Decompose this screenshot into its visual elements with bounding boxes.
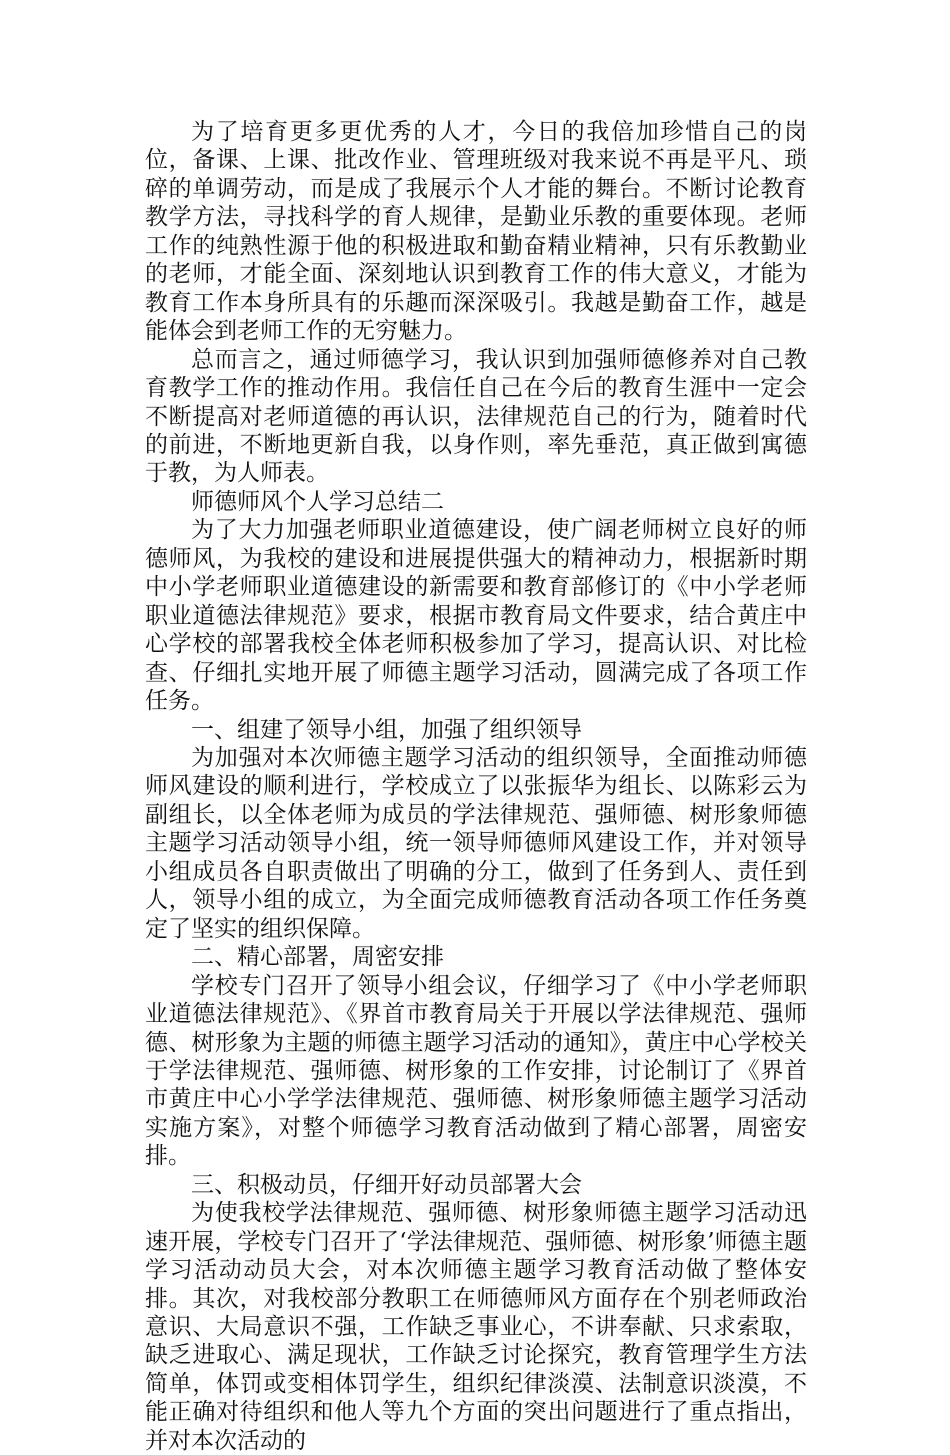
heading-leadership-group: 一、组建了领导小组，加强了组织领导 <box>191 716 582 743</box>
paragraph-mobilization-meeting: 为使我校学法律规范、强师德、树形象师德主题学习活动迅速开展，学校专门召开了‘学法律规范、强师德、树形象’师德主题学习活动动员大会，对本次师德主题学习教育活动做了整体安排。其次，对我校部分教职工在师德师风方面存在个别老师政治意识、大局意识不强，工作缺乏事业心，不讲奉献、只求索取，缺乏进取心、满足现状，工作缺乏讨论探究，教育管理学生方法简单，体罚或变相体罚学生，组织纪律淡漠、法制意识淡漠，不能正确对待组织和他人等九个方面的突出问题进行了重点指出，并对本次活动的 <box>145 1200 807 1454</box>
document-body <box>145 118 807 1455</box>
section-title-summary-two: 师德师风个人学习总结二 <box>191 488 444 515</box>
paragraph-teaching-dedication: 为了培育更多更优秀的人才，今日的我倍加珍惜自己的岗位，备课、上课、批改作业、管理班级对我来说不再是平凡、琐碎的单调劳动，而是成了我展示个人才能的舞台。不断讨论教育教学方法，寻找科学的育人规律，是勤业乐教的重要体现。老师工作的纯熟性源于他的积极进取和勤奋精业精神，只有乐教勤业的老师，才能全面、深刻地认识到教育工作的伟大意义，才能为教育工作本身所具有的乐趣而深深吸引。我越是勤奋工作，越是能体会到老师工作的无穷魅力。 <box>145 119 807 345</box>
heading-careful-planning: 二、精心部署，周密安排 <box>191 944 444 971</box>
paragraph-careful-planning: 学校专门召开了领导小组会议，仔细学习了《中小学老师职业道德法律规范》、《界首市教育局关于开展以学法律规范、强师德、树形象为主题的师德主题学习活动的通知》，黄庄中心学校关于学法律规范、强师德、树形象的工作安排，讨论制订了《界首市黄庄中心小学学法律规范、强师德、树形象师德主题学习活动实施方案》，对整个师德学习教育活动做到了精心部署，周密安排。 <box>145 972 807 1170</box>
paragraph-introduction: 为了大力加强老师职业道德建设，使广阔老师树立良好的师德师风，为我校的建设和进展提供强大的精神动力，根据新时期中小学老师职业道德建设的新需要和教育部修订的《中小学老师职业道德法律规范》要求，根据市教育局文件要求，结合黄庄中心学校的部署我校全体老师积极参加了学习，提高认识、对比检查、仔细扎实地开展了师德主题学习活动，圆满完成了各项工作任务。 <box>145 517 807 715</box>
paragraph-leadership-group: 为加强对本次师德主题学习活动的组织领导，全面推动师德师风建设的顺利进行，学校成立了以张振华为组长、以陈彩云为副组长，以全体老师为成员的学法律规范、强师德、树形象师德主题学习活动领导小组，统一领导师德师风建设工作，并对领导小组成员各自职责做出了明确的分工，做到了任务到人、责任到人，领导小组的成立，为全面完成师德教育活动各项工作任务奠定了坚实的组织保障。 <box>145 744 807 942</box>
heading-mobilization-meeting: 三、积极动员，仔细开好动员部署大会 <box>191 1171 582 1198</box>
paragraph-conclusion: 总而言之，通过师德学习，我认识到加强师德修养对自己教育教学工作的推动作用。我信任自己在今后的教育生涯中一定会不断提高对老师道德的再认识，法律规范自己的行为，随着时代的前进，不断地更新自我，以身作则，率先垂范，真正做到寓德于教，为人师表。 <box>145 346 807 487</box>
